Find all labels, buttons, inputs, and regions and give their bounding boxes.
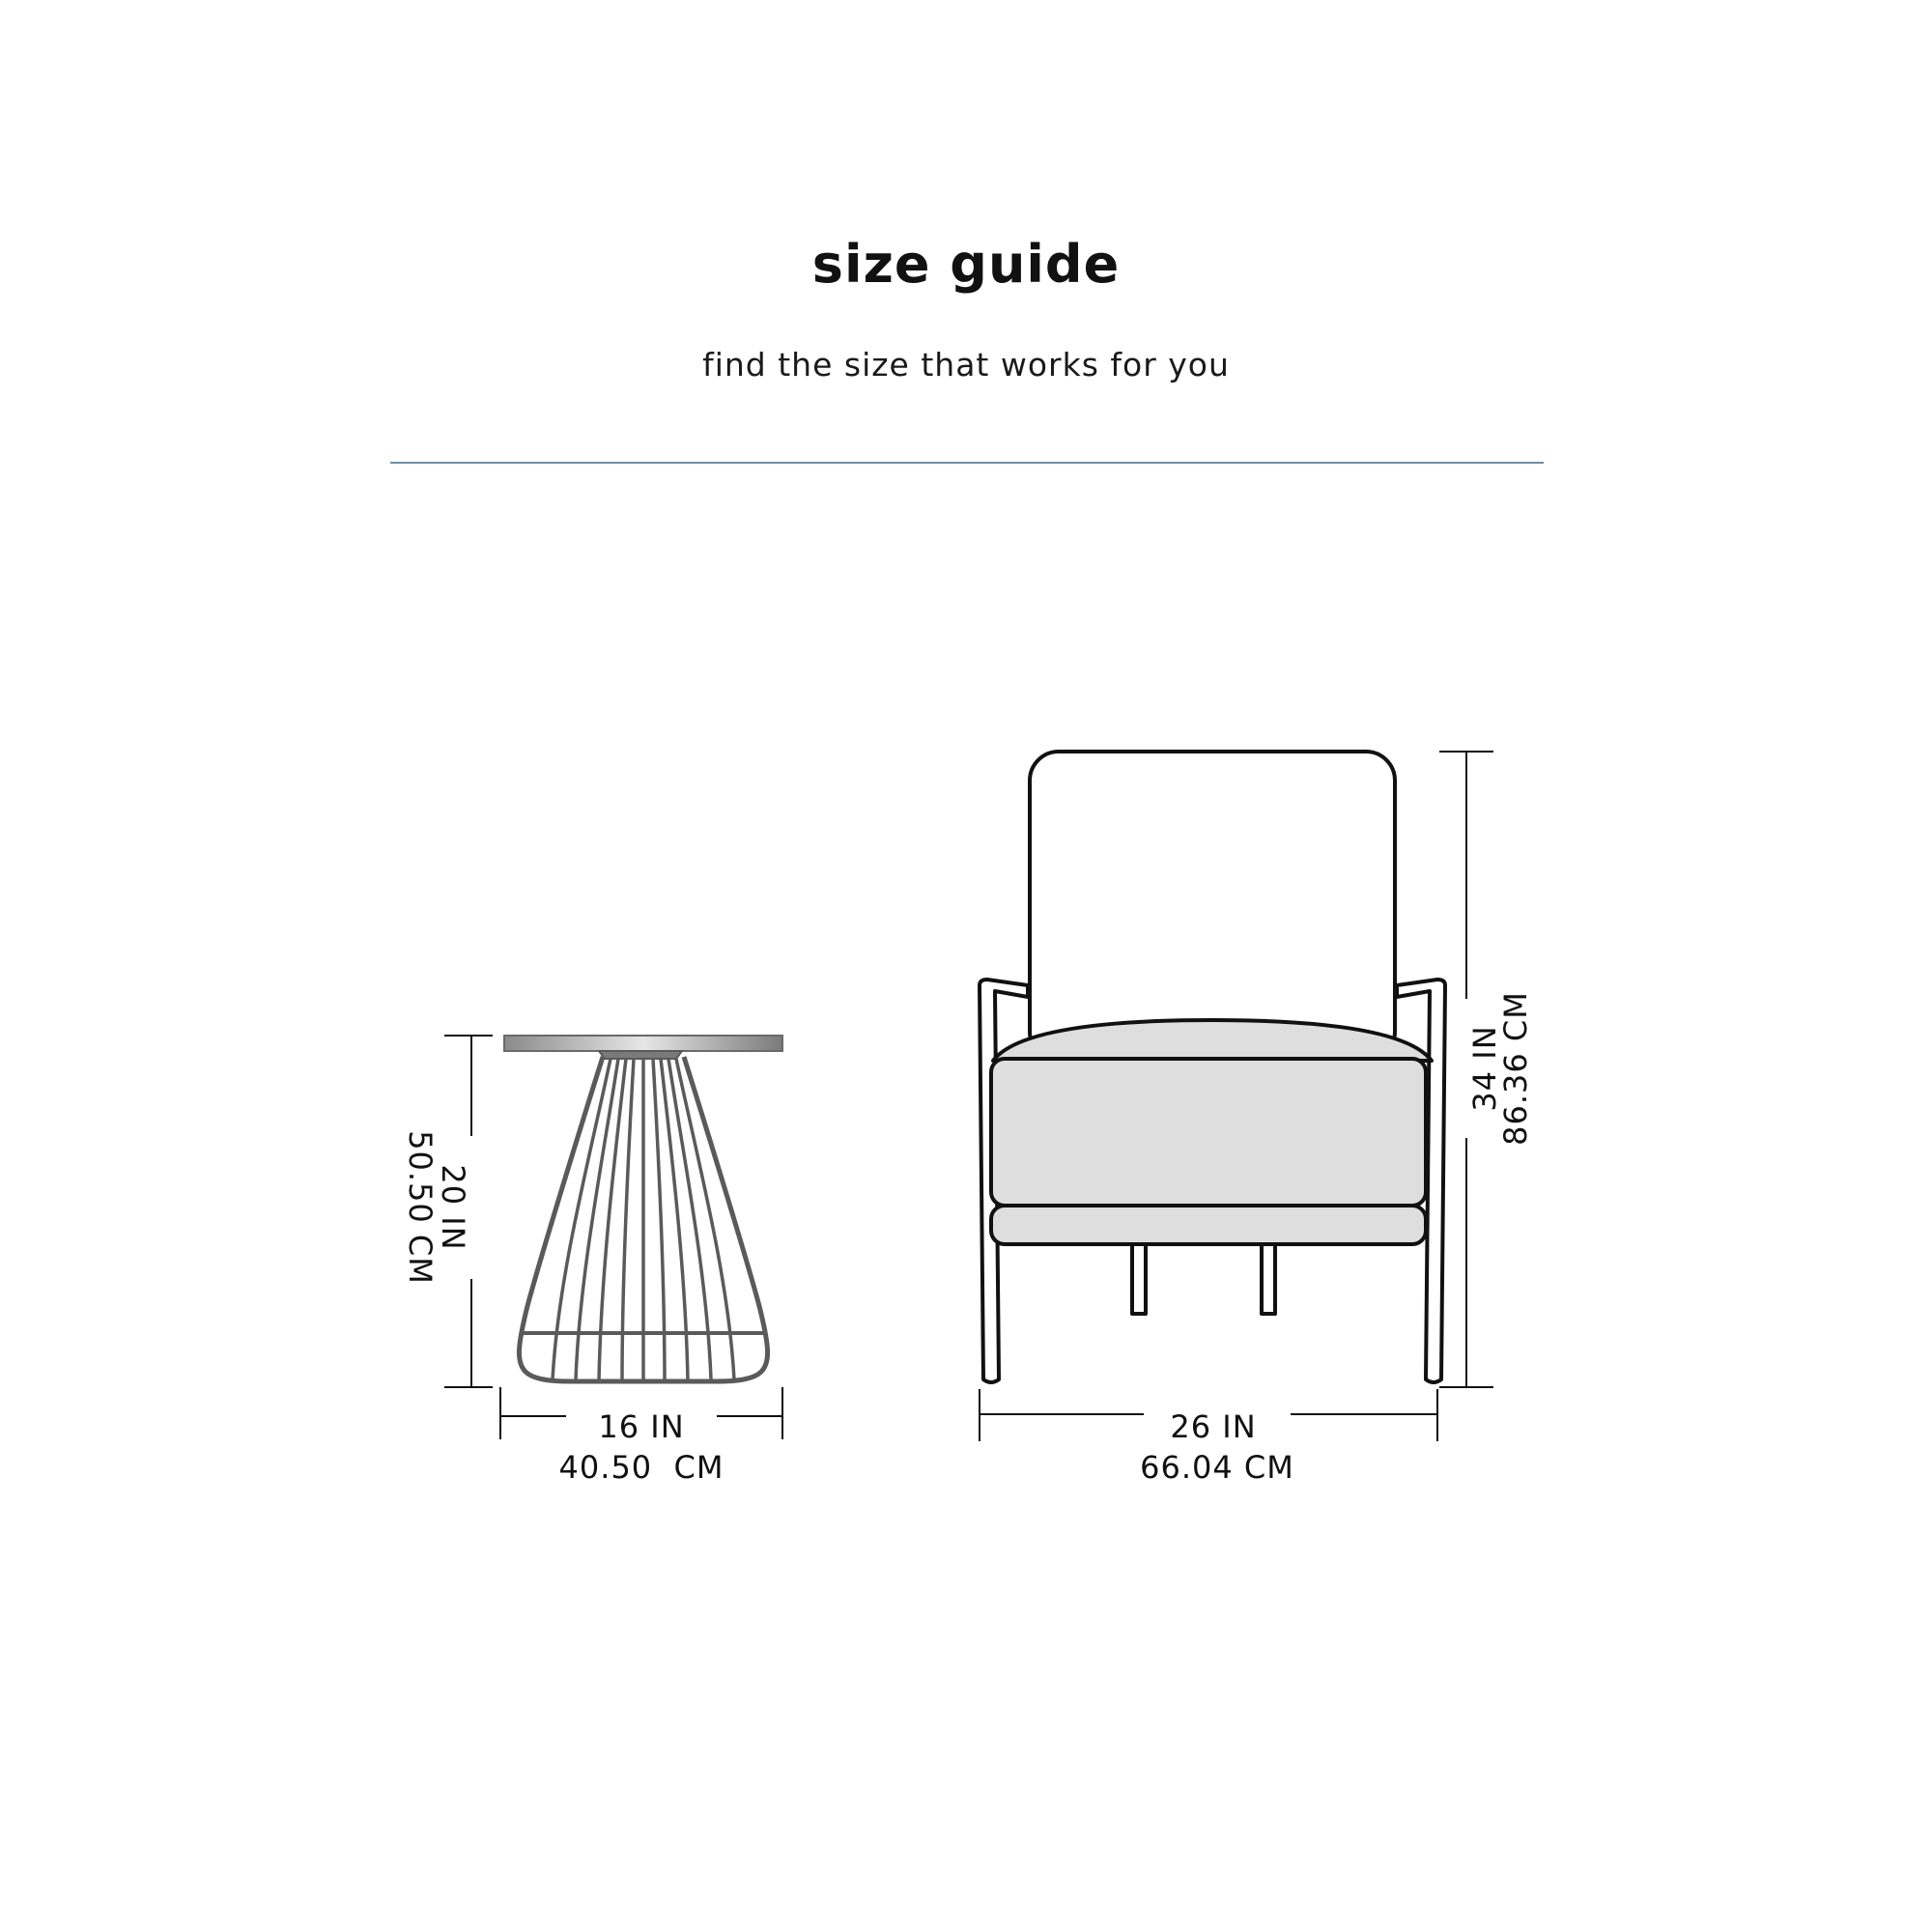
table-height-in-label: 20 IN: [435, 1164, 471, 1251]
armchair-illustration: [980, 752, 1445, 1382]
chair-leg-right: [1262, 1244, 1275, 1314]
chair-height-in-label: 34 IN: [1466, 1025, 1503, 1112]
chair-base-cushion: [991, 1206, 1426, 1244]
chair-backrest: [1030, 752, 1395, 1061]
chair-width-cm-label: 66.04 CM: [1140, 1449, 1294, 1486]
table-height-cm-label: 50.50 CM: [402, 1130, 439, 1285]
table-width-in-label: 16 IN: [598, 1408, 685, 1445]
chair-width-in-label: 26 IN: [1170, 1408, 1257, 1445]
page-subtitle: find the size that works for you: [702, 346, 1230, 384]
table-collar: [599, 1051, 682, 1059]
page-title: size guide: [811, 234, 1121, 295]
side-table-illustration: [504, 1036, 782, 1381]
chair-seat-cushion: [991, 1059, 1426, 1206]
chair-leg-left: [1132, 1244, 1146, 1314]
table-wires: [553, 1059, 734, 1381]
chair-height-cm-label: 86.36 CM: [1497, 991, 1534, 1146]
table-width-cm-label: 40.50 CM: [558, 1449, 724, 1486]
table-top: [504, 1036, 782, 1051]
